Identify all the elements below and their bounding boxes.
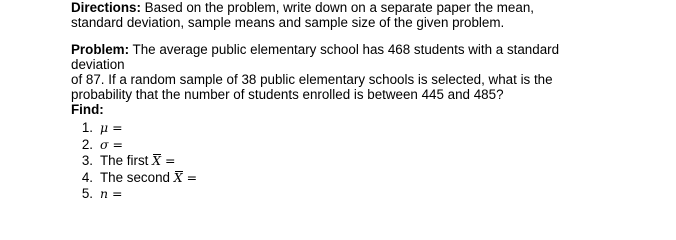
list-item-body [100,170,197,187]
find-item-sample-size [71,186,631,203]
list-item-number: 2. [81,136,93,152]
list-item-body [100,120,123,137]
problem-paragraph [71,42,595,102]
problem-line-4: probability that the number of students enrolled is between 445 and 485? [71,87,504,102]
equals-sign: = [108,136,123,152]
sigma-symbol: σ [100,136,109,152]
mu-symbol: μ [100,120,109,135]
list-item-number: 4. [81,169,93,185]
x-bar-symbol: X [152,153,161,168]
directions-line-1 [71,0,595,15]
directions-line-2: standard deviation, sample means and sample size of the given problem. [71,15,505,30]
equals-sign: = [108,186,123,201]
equals-sign: = [182,169,198,185]
list-item-prefix: The first [100,153,153,168]
list-item-prefix: The second [100,169,174,185]
find-list [71,120,631,203]
list-item-number: 1. [81,120,93,135]
list-item-number: 3. [81,153,93,168]
problem-text-1: The average public elementary school has 468 students with a standard [129,42,560,57]
find-label: Find: [71,102,104,117]
problem-line-3: of 87. If a random sample of 38 public elementary schools is selected, what is the [71,72,553,87]
list-item-body [100,186,123,203]
find-item-second-sample-mean [71,170,631,187]
worksheet-document [71,0,631,203]
x-bar-symbol: X [173,169,183,185]
list-item-number: 5. [81,186,93,201]
list-item-body [100,153,175,170]
find-item-mean [71,120,631,137]
find-item-standard-deviation [71,137,631,154]
find-section [71,102,631,203]
problem-label: Problem: [71,42,130,57]
directions-text-1: Based on the problem, write down on a separate paper the mean, [140,0,534,15]
equals-sign: = [108,120,123,135]
problem-line-1 [71,42,595,57]
list-item-body [100,137,123,154]
n-symbol: n [100,186,109,201]
equals-sign: = [161,153,176,168]
directions-label: Directions: [71,0,141,15]
directions-paragraph [71,0,595,30]
find-item-first-sample-mean [71,153,631,170]
problem-line-2: deviation [71,57,125,72]
